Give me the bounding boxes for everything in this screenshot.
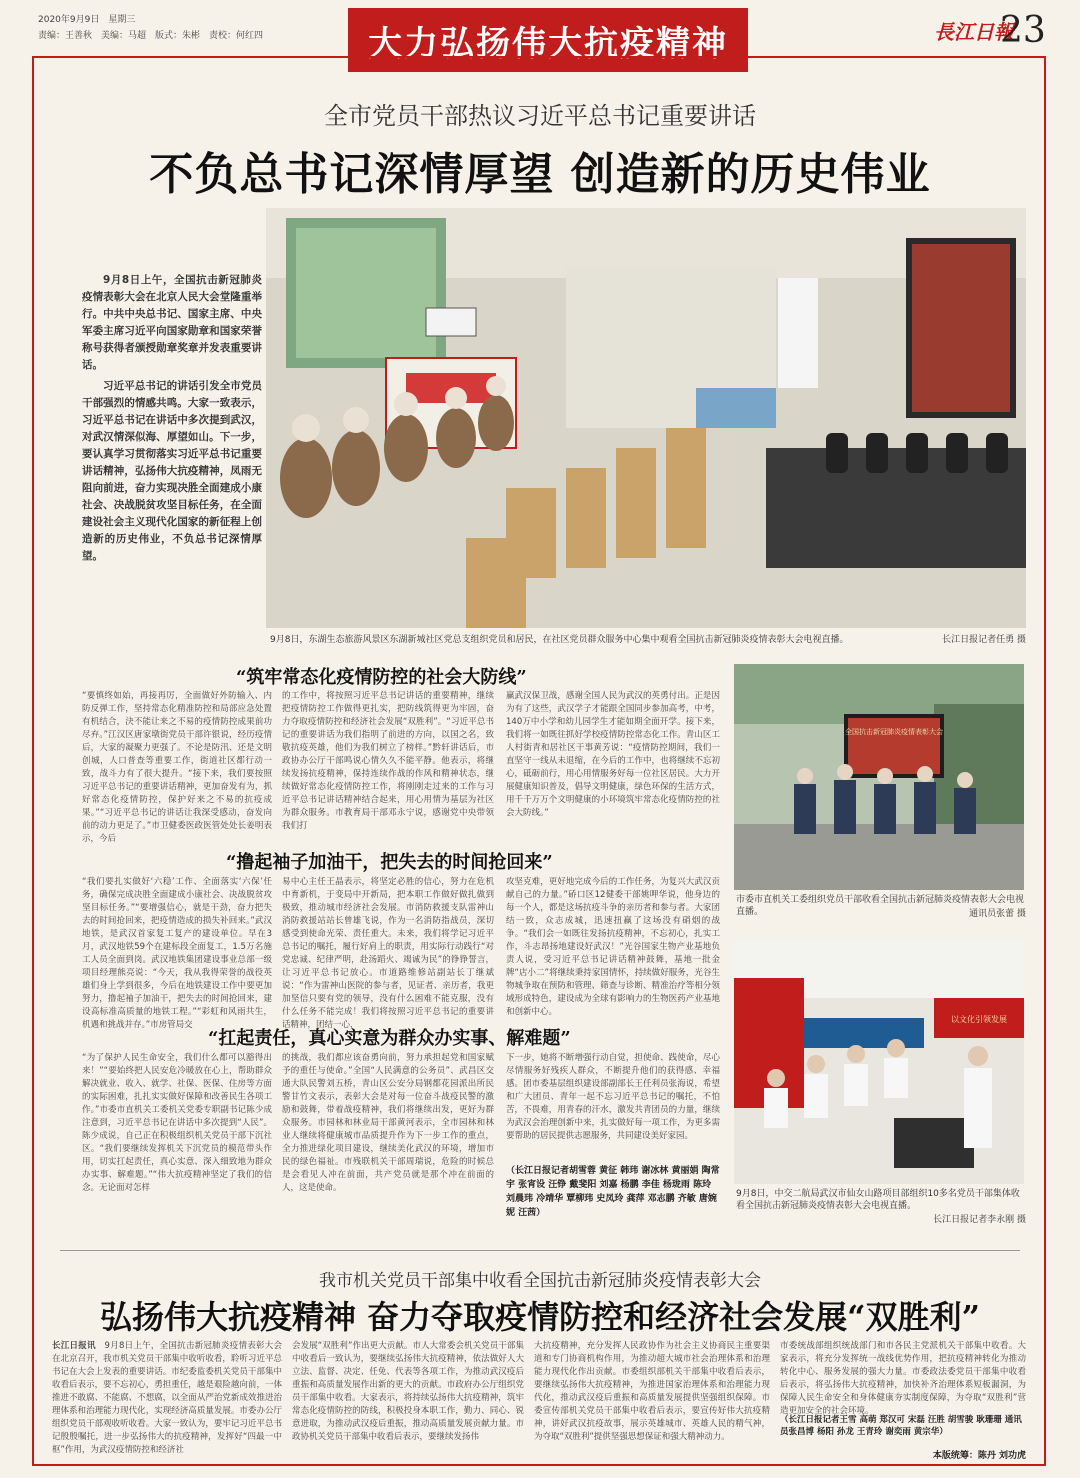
side-photo-1-illustration — [734, 664, 1024, 890]
section2-col3: 攻坚克难，更好地完成今后的工作任务，为复兴大武汉贡献自己的力量。”硚口区12健委干部姚呷华说，他身边的每一个人，都是这场抗疫斗争的亲历者和参与者。大家团结一致，众志成城，迅速扭赢了这场没有硝烟的战争。“我们会一如既往发扬抗疫精神，不忘初心，扎实工作，斗志昂扬地建设好武汉！”光谷国家生物产业基地负责人说，受习近平总书记讲话精神鼓舞，基地一批金牌“店小二”将继续秉持家国情怀，持续做好服务，光谷生物城争取在预防和管理、筛查与诊断、精准治疗等相分领域形成特色，建设成为全球有影响力的生物医药产业基地和创新中心。 — [506, 877, 720, 1017]
main-photo — [266, 208, 1026, 628]
main-photo-credit: 长江日报记者任勇 摄 — [942, 635, 1026, 645]
side-photo-1 — [734, 664, 1024, 890]
section3-col1: “为了保护人民生命安全，我们什么都可以豁得出来！”“要始终把人民安危冷暖放在心上，帮助群众解决就业、收入、就学、社保、医保、住房等方面的实际困难，扎扎实实做好保障和改善民生各项工作。”市委市直机关工委机关党委专职副书记陈少成注意到，习近平总书记在讲话中多次提到“人民”。陈少成说，自己正在积极组织机关党员干部下沉社区。“我们要继续发挥机关下沉党员的模范带头作用，切实扛起责任，真心实意、深入细致地为群众办实事、解难题。”“伟大抗疫精神坚定了我们的信念。无论面对怎样 — [82, 1053, 272, 1193]
article2-col3: 大抗疫精神，充分发挥人民政协作为社会主义协商民主重要渠道和专门协商机构作用，为推动超大城市社会治理体系和治理能力现代化作出贡献。市委组织部机关干部集中收看后表示，要继续弘扬伟大抗疫精神，为推进国家治理体系和治理能力现代化，推动武汉疫后重振和高质量发展提供坚强组织保障。市委宣传部机关党员干部集中收看后表示，要宣传好伟大抗疫精神，讲好武汉抗疫故事，展示英雄城市、英雄人民的精气神，为夺取“双胜利”提供坚强思想保证和强大精神动力。 — [534, 1341, 770, 1442]
main-photo-caption: 9月8日，东湖生态旅游风景区东湖新城社区党总支组织党员和居民，在社区党员群众服务中心集中观看全国抗击新冠肺炎疫情表彰大会电视直播。 — [270, 635, 849, 645]
section-title-1: “筑牢常态化疫情防控的社会大防线” — [236, 667, 527, 688]
section1-col1: “要慎终如始，再接再厉，全面做好外防输入、内防反弹工作，坚持常态化精准防控和局部应急处置有机结合，決不能让来之不易的疫情防控成果前功尽弃。”江汉区唐家墩街党员干部许银说，经历疫情后，大家的凝聚力更强了。不论是防汛、还是文明创城，人口普查等重要工作，街道社区都行动一致，战斗力有了很大提升。“接下来，我们要按照习近平总书记的重要讲话精神，更加奋发有为，抓好常态化疫情防控，保护好来之不易的抗疫成果。”“习近平总书记的讲话让我深受感动，奋发向前的动力更足了。”市卫健委医政医管处处长姜明表示，今后 — [82, 691, 272, 844]
side-photo-2 — [734, 938, 1024, 1184]
article2-headline: 弘扬伟大抗疫精神 奋力夺取疫情防控和经济社会发展“双胜利” — [100, 1298, 980, 1336]
article1-headline: 不负总书记深情厚望 创造新的历史伟业 — [149, 149, 931, 200]
article2-col4: 市委统战部组织统战部门和市各民主党派机关干部集中收看。大家表示，将充分发挥统一战线优势作用，把抗疫精神转化为推动转化中心、服务发展的强大力量。市委政法委党员干部集中收看后表示，将弘扬伟大抗疫精神，加快补齐治理体系短板漏洞，为保障人民生命安全和身体健康夯实制度保障，为夺取“双胜利”营造更加安全的社会环境。 — [780, 1341, 1026, 1416]
section1-col3: 赢武汉保卫战，感谢全国人民为武汉的英勇付出。正是因为有了这些，武汉学子才能跟全国同步参加高考，中考，140万中小学和幼儿园学生才能如期全面开学。接下来，我们将一如既往抓好学校疫情防控常态化工作。青山区工人村街青和居社区干事黄芳说：“疫情防控期间，我们一直坚守一线从未退缩，在今后的工作中，也将继续不忘初心，砥砺前行，用心用情服务好每一位社区居民。大力开展健康知识普及，倡导文明健康，绿色环保的生活方式，用千千万万个文明健康的小环境筑牢常态化疫情防控的社会大防线。” — [506, 691, 720, 818]
section3-col3: 下一步，她将不断增强行动自觉，担使命、践使命，尽心尽情服务好残疾人群众，不断提升他们的获得感、幸福感。团市委基层组织建设部副部长王任利员张海说，希望和广大团员、青年一起不忘习近平总书记的嘱托，不怕苦，不畏难，用青春的汗水，激发共青团员的力量，继续为武汉会治理创新中来，扎实做好每一项工作，为更多需要帮助的居民提供志愿服务，共同建设美好家园。 — [506, 1053, 720, 1141]
side-photo-2-credit: 长江日报记者李永刚 摄 — [933, 1215, 1026, 1225]
side-photo-2-wall-text: 以文化引领发展 — [951, 1015, 1007, 1024]
section-banner: 大力弘扬伟大抗疫精神 — [348, 8, 748, 72]
article2-authors: （长江日报记者王雪 高萌 郑汉可 宋磊 汪胜 胡雪骏 耿珊珊 通讯员张昌博 杨阳 孙龙 王青玲 谢奕雨 黄宗华） — [780, 1415, 1022, 1437]
page-editors: 本版统筹：陈丹 刘功虎 — [932, 1451, 1026, 1461]
article2-kicker: 我市机关党员干部集中收看全国抗击新冠肺炎疫情表彰大会 — [319, 1271, 761, 1291]
article2-col1-text: 9月8日上午，全国抗击新冠肺炎疫情表彰大会在北京召开，我市机关党员干部集中收听收看，聆听习近平总书记在大会上发表的重要讲话。市纪委监委机关党员干部集中收看后表示，要不忘初心，勇担重任，越是艰险越向前，一体推进不敢腐、不能腐、不想腐，以全面从严治党新成效推进治理体系和治理能力现代化，实现经济高质量发展。市委办公厅组织党员干部观收听收看。大家一致认为，要牢记习近平总书记殷殷嘱托，进一步弘扬伟大的抗疫精神，发挥好“四最一中枢”作用，为武汉疫情防控和经济社 — [52, 1341, 282, 1455]
article1-kicker: 全市党员干部热议习近平总书记重要讲话 — [324, 102, 756, 130]
section-title-2: “撸起袖子加油干，把失去的时间抢回来” — [226, 852, 553, 873]
article2-col1 — [52, 1340, 282, 1462]
article1-authors: （长江日报记者胡雪蓉 黄征 韩玮 谢冰林 黄丽娟 陶常宇 张宵设 汪铮 戴斐阳 刘嘉 杨鹏 李佳 杨珑雨 陈玲 刘晨玮 冷靖华 覃柳玮 史凤玲 龚萍 邓志鹏 齐敏 唐婉妮 汪茜） — [506, 1166, 720, 1218]
lead-paragraph-1: 9月8日上午，全国抗击新冠肺炎疫情表彰大会在北京人民大会堂隆重举行。中共中央总书记、国家主席、中央军委主席习近平向国家勋章和国家荣誉称号获得者颁授勋章奖章并发表重要讲话。 — [82, 274, 262, 371]
side-photo-2-illustration — [734, 938, 1024, 1184]
side-photo-1-caption: 市委市直机关工委组织党员干部收看全国抗击新冠肺炎疫情表彰大会电视直播。 — [736, 895, 1025, 917]
side-photo-1-credit: 通讯员张蕾 摄 — [969, 909, 1026, 919]
article2-col2: 会发展“双胜利”作出更大贡献。市人大常委会机关党员干部集中收看后一致认为，要继续弘扬伟大抗疫精神，依法做好人大立法、监督、决定、任免、代表等各项工作，为推动武汉疫后重振和高质量发展作出新的更大的贡献。市政府办公厅组织党员干部集中收看。大家表示，将持续弘扬伟大抗疫精神，筑牢常态化疫情防控的防线，积极投身本职工作，勤力、同心、锐意进取，为推动武汉疫后重振，推动高质量发展贡献力量。市政协机关党员干部集中收看后表示，要继续发扬伟 — [292, 1341, 524, 1442]
article1-lead — [82, 272, 262, 565]
article2-dateline: 长江日报讯 — [52, 1341, 96, 1351]
section-title-3: “扛起责任，真心实意为群众办实事、解难题” — [208, 1028, 571, 1049]
side-photo-2-caption: 9月8日，中交二航局武汉市仙女山路项目部组织10多名党员干部集体收看全国抗击新冠肺炎疫情表彰大会电视直播。 — [736, 1189, 1020, 1211]
section1-col2: 的工作中，将按照习近平总书记讲话的重要精神，继续把疫情防控工作做得更扎实，把防线筑得更为牢固，奋力夺取疫情防控和经济社会发展“双胜利”。“习近平总书记的重要讲话为我们指明了前进的方向，以国之名，致敬抗疫英雄，他们为我们树立了榜样。”黔轩讲话后，市政协办公厅干部鸣说心情久久不能平静。他表示，将继续发扬抗疫精神，保持连续作战的作风和精神状态，继续做好常态化疫情防控工作，将刚刚走过来的工作与习近平总书记讲话精神结合起来，用心用情为基层为社区为群众服务。市教育局干部邓永宁说，感谢党中央带领我们打 — [282, 691, 494, 831]
side-photo-1-screen-text: 全国抗击新冠肺炎疫情表彰大会 — [845, 728, 943, 736]
issue-date: 2020年9月9日 星期三 — [38, 15, 136, 25]
editorial-staff: 责编：王善秋 美编：马超 版式：朱彬 责校：何红四 — [38, 31, 264, 41]
lead-paragraph-2: 习近平总书记的讲话引发全市党员干部强烈的情感共鸣。大家一致表示，习近平总书记在讲话中多次提到武汉，对武汉情深似海、厚望如山。下一步，要认真学习贯彻落实习近平总书记重要讲话精神，弘扬伟大抗疫精神，凤雨无阻向前进，奋力实现决胜全面建成小康社会、决战脱贫攻坚目标任务，在全面建设社会主义现代化国家的新征程上创造新的历史伟业，不负总书记深情厚望。 — [82, 380, 262, 562]
section2-col2: 易中心主任王晶表示，将坚定必胜的信心，努力在危机中育新机，于变局中开新局，把本职工作做好做扎做到极致，推动城市经济社会发展。市消防救援支队雷神山消防救援站站长曾雄飞说，作为一名消防指战员，深切感受到使命光荣、责任重大。未来，我们将学记习近平总书记的嘱托，履行好肩上的职责，用实际行动践行“对党忠诚、纪律严明，赴汤蹈火、竭诚为民”的铮铮誓言，让习近平总书记放心。市道路维修站副站长丁继斌说：“作为雷神山医院的参与者，见证者、亲历者，我更加坚信只要有党的领导，没有什么困难不能克服，没有什么任务不能完成！我们将按照习近平总书记的重要讲话精神，团结一心， — [282, 877, 494, 1030]
main-photo-illustration — [266, 208, 1026, 628]
section2-col1: “我们要扎实做好‘六稳’工作、全面落实‘六保’任务，确保完成决胜全面建成小康社会、决战脱贫攻坚目标任务。”“要增强信心，就是干劲，奋力把失去的时间抢回来，把疫情造成的损失补回来。”武汉地铁，是武汉首家复工复产的建设单位。早在3月，武汉地铁59个在建标段全面复工，1.5万名施工人员全面到岗。武汉地铁集团建设事业总部一级项目经理熊亮说：“今天，我从我得荣誉的战役英雄们身上学到很多，今后在地铁建设工作中要更加努力，撸起袖子加油干，把失去的时间抢回来，建设高标准高质量的地铁工程。”“彩虹和风雨共生，机遇和挑战并存。”市房管局交 — [82, 877, 272, 1030]
section-divider — [60, 1250, 1020, 1251]
section3-col2: 的挑战，我们都应该奋勇向前，努力承担起党和国家赋予的重任与使命。”全国“人民满意的公务员”、武昌区交通大队民警刘五桥，青山区公安分局钢都花园派出所民警甘竹文表示，表彰大会是对每一位奋斗战疫民警的激励和鼓舞，带着战疫精神，我们将继续出发，更好为群众服务。市园林和林业局干部黄河表示，全市园林和林业人继续将健康城市品质提升作为下一步工作的重点，全力推进绿化项目建设，继续美化武汉的环境，增加市民的绿色福祉。市残联机关干部周瑞说，危险的时候总是会看见人冲在前面，共产党员就是那个冲在前面的人，这是使命。 — [282, 1053, 494, 1193]
page-number: 23 — [1000, 10, 1046, 51]
newspaper-logo: 長江日報 — [934, 20, 1014, 44]
